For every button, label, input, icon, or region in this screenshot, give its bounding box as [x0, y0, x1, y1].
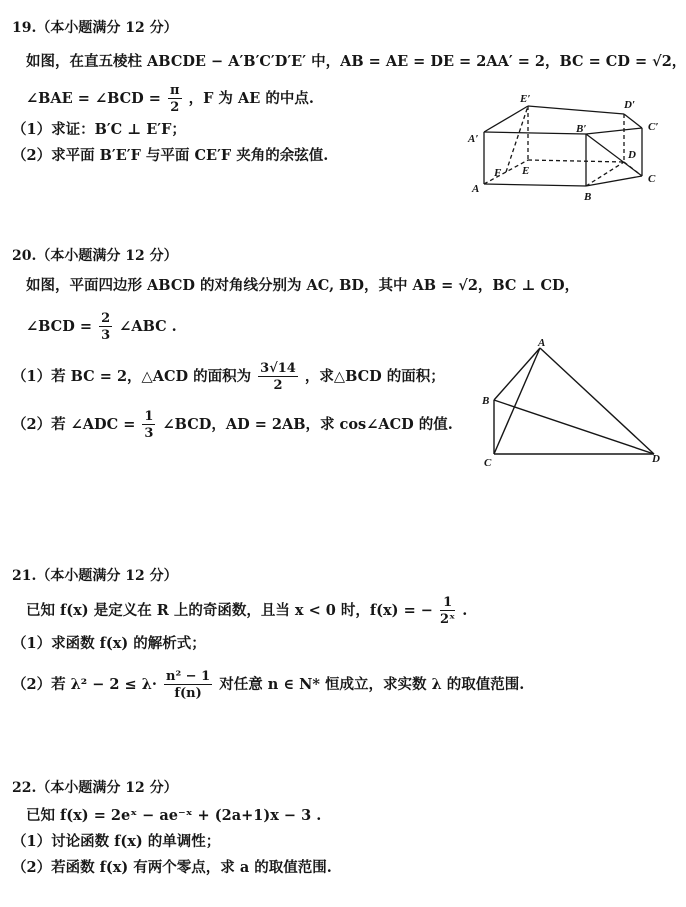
fraction	[142, 410, 155, 440]
vertex-label: E′	[520, 93, 531, 105]
part-text: （2）若 λ² − 2 ≤ λ·	[12, 676, 157, 693]
question-part-1: （1）求证：B′C ⊥ E′F；	[12, 121, 186, 138]
fraction	[164, 670, 212, 700]
vertex-label: A	[538, 337, 546, 349]
intro-text: .	[462, 602, 468, 619]
question-intro: 如图，平面四边形 ABCD 的对角线分别为 AC, BD，其中 AB = √2，BC ⊥ CD，	[26, 277, 580, 294]
part-text: 对任意 n ∈ N* 恒成立，求实数 λ 的取值范围.	[219, 676, 525, 693]
fraction-denominator: 2	[273, 378, 283, 393]
question-header: 19.（本小题满分 12 分）	[12, 20, 178, 36]
vertex-label: C′	[648, 121, 659, 133]
question-intro	[26, 596, 467, 626]
condition-angle: ∠BAE = ∠BCD =	[26, 90, 161, 107]
fraction	[168, 84, 182, 114]
question-intro: 已知 f(x) = 2eˣ − ae⁻ˣ + (2a+1)x − 3 .	[26, 807, 322, 824]
fraction-numerator: 1	[144, 409, 154, 424]
question-part-2: （2）求平面 B′E′F 与平面 CE′F 夹角的余弦值.	[12, 147, 329, 164]
vertex-label: D	[652, 453, 660, 465]
question-intro: 如图，在直五棱柱 ABCDE − A′B′C′D′E′ 中，AB = AE = DE = 2AA′ = 2，BC = CD = √2，	[26, 53, 686, 70]
question-part-2	[12, 670, 524, 700]
vertex-label: B	[482, 395, 490, 407]
question-condition	[26, 312, 177, 342]
fraction-denominator: 3	[101, 328, 111, 343]
vertex-label: E	[522, 165, 530, 177]
fraction-numerator: n² − 1	[166, 669, 211, 684]
fraction	[99, 312, 112, 342]
part-text: （2）若 ∠ADC =	[12, 416, 136, 433]
question-part-2	[12, 410, 453, 440]
vertex-label: F	[494, 167, 502, 179]
question-part-1	[12, 362, 445, 392]
question-header: 20.（本小题满分 12 分）	[12, 248, 178, 264]
fraction	[440, 596, 455, 626]
intro-text: 已知 f(x) 是定义在 R 上的奇函数，且当 x < 0 时，f(x) = −	[26, 602, 433, 619]
fraction-denominator: 2	[170, 100, 180, 115]
condition-tail: ，F 为 AE 的中点.	[188, 90, 314, 107]
condition-angle: ∠BCD =	[26, 318, 92, 335]
fraction-numerator: 1	[440, 596, 455, 611]
question-header: 22.（本小题满分 12 分）	[12, 780, 178, 796]
fraction-denominator: f(n)	[174, 686, 202, 701]
fraction-numerator: 2	[101, 311, 111, 326]
vertex-label: C	[648, 173, 656, 185]
quadrilateral-figure	[478, 336, 668, 468]
question-part-1: （1）讨论函数 f(x) 的单调性；	[12, 833, 221, 850]
vertex-label: A	[472, 183, 480, 195]
vertex-label: B	[584, 191, 592, 203]
fraction	[258, 362, 298, 392]
prism-figure	[462, 88, 672, 208]
part-text: ，求△BCD 的面积；	[304, 368, 445, 385]
question-part-1: （1）求函数 f(x) 的解析式；	[12, 635, 206, 652]
vertex-label: C	[484, 457, 492, 468]
fraction-numerator: π	[170, 83, 180, 98]
fraction-numerator: 3√14	[260, 361, 296, 376]
part-text: ∠BCD，AD = 2AB，求 cos∠ACD 的值.	[162, 416, 453, 433]
fraction-denominator: 2ˣ	[439, 612, 456, 627]
vertex-label: B′	[576, 123, 587, 135]
part-text: （1）若 BC = 2，△ACD 的面积为	[12, 368, 252, 385]
question-header: 21.（本小题满分 12 分）	[12, 568, 178, 584]
vertex-label: A′	[468, 133, 479, 145]
vertex-label: D	[628, 149, 636, 161]
question-part-2: （2）若函数 f(x) 有两个零点，求 a 的取值范围.	[12, 859, 332, 876]
condition-tail: ∠ABC .	[119, 318, 177, 335]
vertex-label: D′	[624, 99, 636, 111]
fraction-denominator: 3	[144, 426, 154, 441]
question-condition	[26, 84, 314, 114]
